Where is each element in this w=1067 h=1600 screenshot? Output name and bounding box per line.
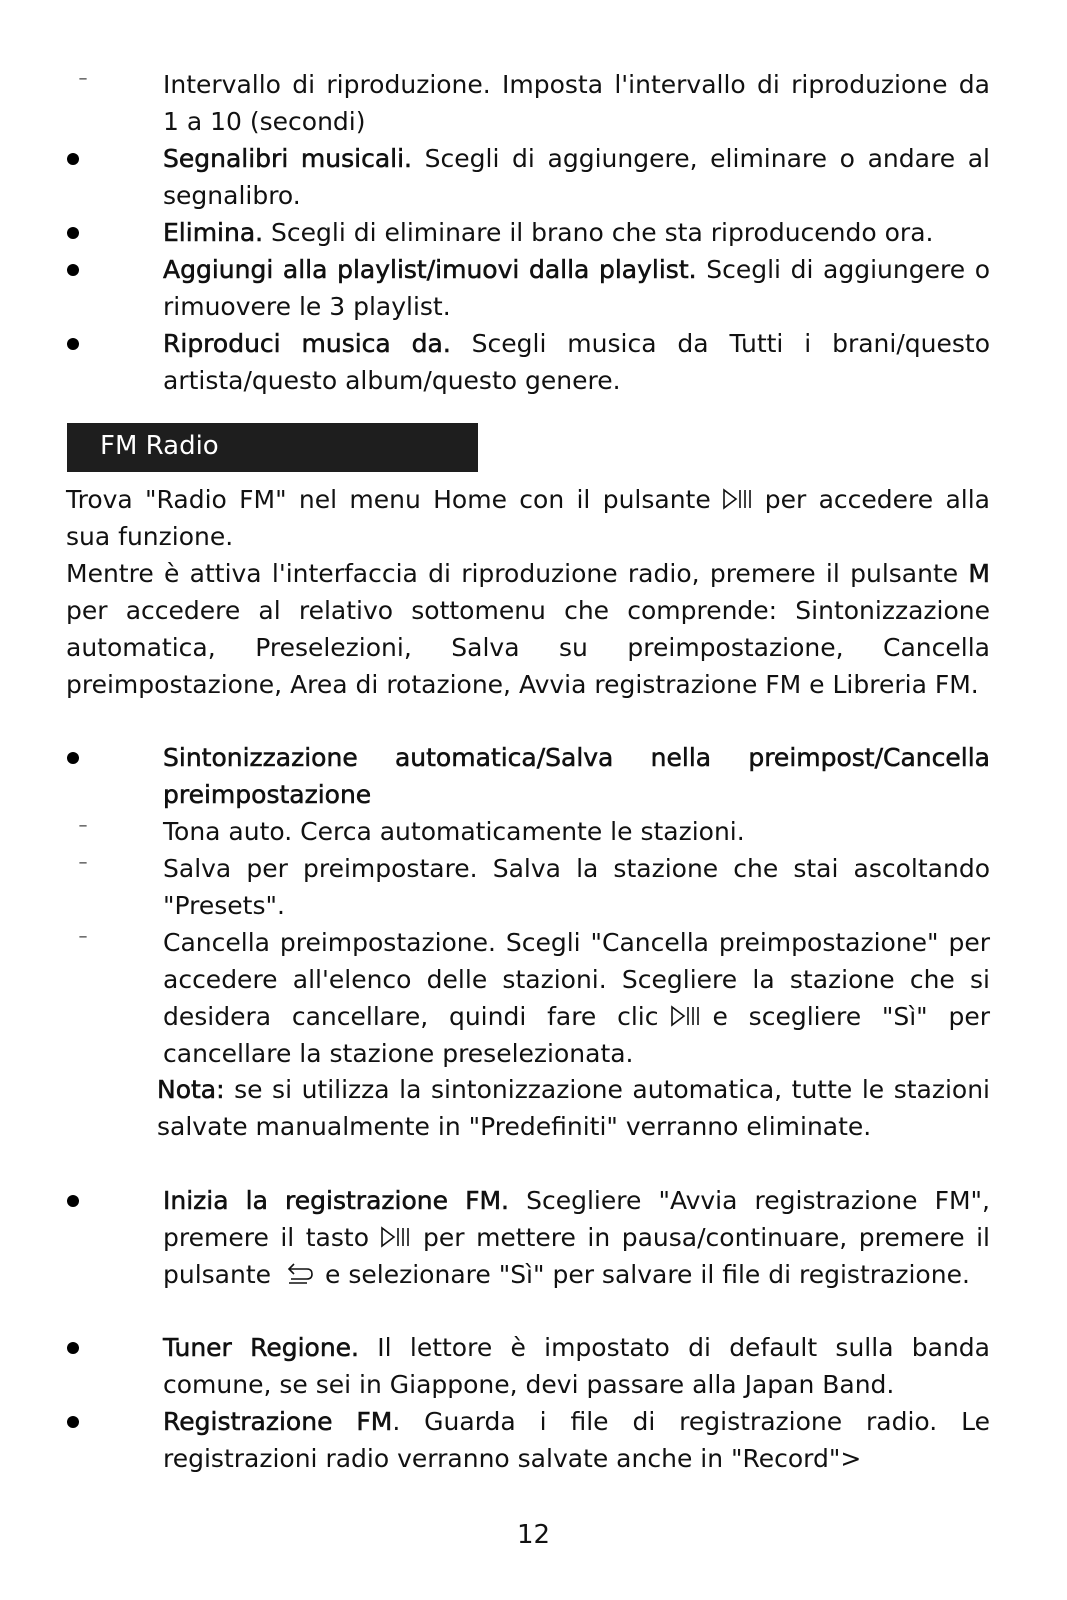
list-item: Tuner Regione. Il lettore è impostato di default sulla banda comune, se sei in Giappone, devi passare alla Japan Band. <box>66 1329 990 1403</box>
dash-marker: – <box>78 926 88 947</box>
list-item <box>66 325 990 399</box>
bullet-icon <box>67 1195 79 1207</box>
page-number: 12 <box>516 1520 551 1550</box>
bullet-icon <box>67 1342 79 1354</box>
bullet-icon <box>67 1416 79 1428</box>
list-item <box>66 66 990 140</box>
list-item-text: Scegli di aggiungere o rimuovere le 3 playlist. <box>163 255 990 321</box>
list-item <box>66 214 990 251</box>
bullet-icon <box>67 752 79 764</box>
list-item-label: Segnalibri musicali. <box>163 144 412 173</box>
play-pause-icon <box>669 1004 703 1028</box>
list-item-label: Inizia la registrazione FM. <box>163 1186 509 1215</box>
dash-marker: – <box>78 852 88 873</box>
dash-marker: – <box>78 68 88 89</box>
sub-item: – Salva per preimpostare. Salva la stazione che stai ascoltando "Presets". <box>66 850 990 924</box>
bullet-icon <box>67 338 79 350</box>
bullet-icon <box>67 227 79 239</box>
list-item: Registrazione FM. Guarda i file di registrazione radio. Le registrazioni radio verranno salvate anche in "Record"> <box>66 1403 990 1477</box>
list-item-text: Scegli di eliminare il brano che sta riproducendo ora. <box>263 218 934 247</box>
bullet-icon <box>67 153 79 165</box>
list-item <box>66 140 990 214</box>
note-label: Nota: <box>157 1075 225 1104</box>
back-icon <box>281 1262 315 1286</box>
list-item-label: Registrazione FM <box>163 1407 393 1436</box>
dash-marker: – <box>78 815 88 836</box>
list-item-label: Tuner Regione. <box>163 1333 360 1362</box>
list-item-label: Elimina. <box>163 218 264 247</box>
m-key-label: M <box>968 559 990 588</box>
section-title: FM Radio <box>100 431 219 461</box>
intro-paragraph: Trova "Radio FM" nel menu Home con il pulsante per accedere alla sua funzione. <box>66 485 990 551</box>
note <box>66 1071 990 1145</box>
list-item <box>66 739 990 813</box>
sub-item: – Tona auto. Cerca automaticamente le stazioni. <box>66 813 990 850</box>
bullet-icon <box>67 264 79 276</box>
submenu-paragraph: Mentre è attiva l'interfaccia di riproduzione radio, premere il pulsante M per accedere al relativo sottomenu che comprende: Sintonizzazione automatica, Preselezioni, Salva su preimpostazione, Cancella preimpostazione, Area di rotazione, Avvia registrazione FM e Libreria FM. <box>66 559 990 699</box>
list-item-label: Sintonizzazione automatica/Salva nella preimpost/Cancella preimpostazione <box>163 743 990 809</box>
list-item-label: Aggiungi alla playlist/imuovi dalla playlist. <box>163 255 697 284</box>
note-text: se si utilizza la sintonizzazione automatica, tutte le stazioni salvate manualmente in "Predefiniti" verranno eliminate. <box>157 1075 990 1141</box>
list-item: Inizia la registrazione FM. Scegliere "Avvia registrazione FM", premere il tasto per mettere in pausa/continuare, premere il pulsante e selezionare "Sì" per salvare il file di registrazione. <box>66 1182 990 1293</box>
play-pause-icon <box>721 487 755 511</box>
list-item-text: Intervallo di riproduzione. Imposta l'intervallo di riproduzione da 1 a 10 (secondi) <box>163 70 990 136</box>
section-header <box>67 423 478 472</box>
list-item-text: Scegli di aggiungere, eliminare o andare al segnalibro. <box>163 144 990 210</box>
sub-item: – Cancella preimpostazione. Scegli "Cancella preimpostazione" per accedere all'elenco delle stazioni. Scegliere la stazione che si desidera cancellare, quindi fare clic e scegliere "Sì" per cancellare la stazione preselezionata. <box>66 924 990 1072</box>
list-item <box>66 251 990 325</box>
play-pause-icon <box>379 1225 413 1249</box>
list-item-label: Riproduci musica da. <box>163 329 451 358</box>
list-item-text: Scegli musica da Tutti i brani/questo artista/questo album/questo genere. <box>163 329 990 395</box>
